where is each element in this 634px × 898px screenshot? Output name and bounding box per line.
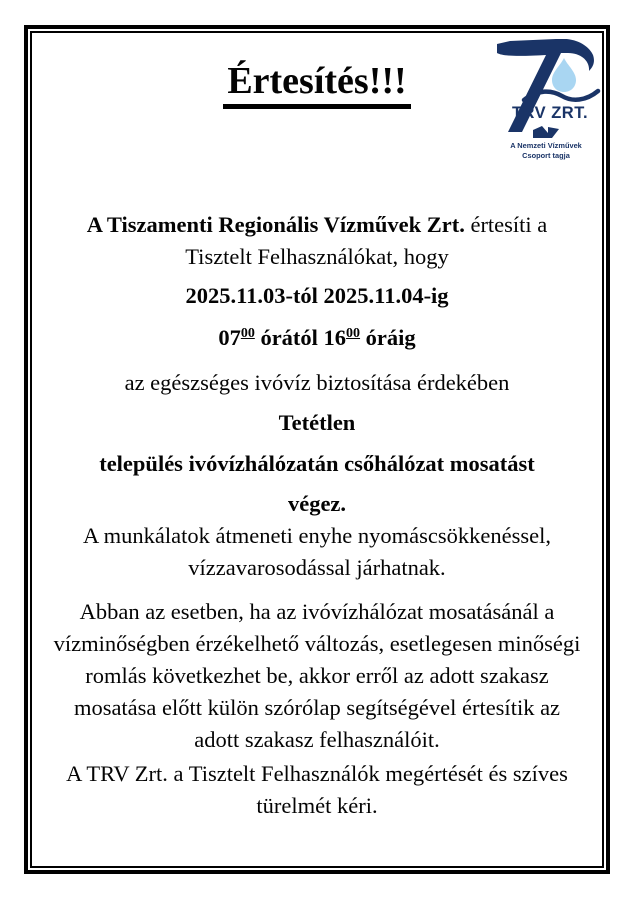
reason-text: az egészséges ivóvíz biztosítása érdekében [124, 370, 510, 395]
time-end-minutes-sup: 00 [346, 326, 361, 341]
quality-line3: romlás következhet be, akkor erről az adott szakasz [85, 663, 549, 688]
company-name-text: A Tiszamenti Regionális Vízművek Zrt. [86, 212, 465, 237]
logo-company-text: TRV ZRT. [511, 104, 589, 122]
closing-paragraph [38, 758, 596, 822]
date-range-text: 2025.11.03-tól 2025.11.04-ig [185, 283, 449, 308]
intro-line2: Tisztelt Felhasználókat, hogy [185, 244, 449, 269]
date-range-line [38, 280, 596, 312]
work-description-text: település ivóvízhálózatán csőhálózat mosatást [99, 451, 535, 476]
time-start-minutes-sup: 00 [240, 326, 255, 341]
page-title: Értesítés!!! [223, 60, 410, 109]
settlement-line [38, 407, 596, 439]
quality-line5: adott szakasz felhasználóit. [194, 727, 440, 752]
logo-tagline-line1: A Nemzeti Vízművek [510, 141, 582, 150]
intro-line1 [38, 209, 596, 241]
work-verb-text: végez. [287, 491, 347, 516]
time-range-text [38, 322, 596, 358]
nemzeti-vizmuvek-mark-icon [533, 126, 559, 138]
effects-line1: A munkálatok átmeneti enyhe nyomáscsökkenéssel, [82, 523, 551, 548]
settlement-name: Tetétlen [278, 410, 356, 435]
effects-line2: vízzavarosodással járhatnak. [188, 555, 446, 580]
work-description-line [38, 448, 596, 480]
quality-line4: mosatása előtt külön szórólap segítségével értesítik az [73, 695, 561, 720]
page-border-frame [24, 25, 610, 874]
quality-line2: vízminőségben érzékelhető változás, esetlegesen minőségi [53, 631, 581, 656]
intro-paragraph [38, 209, 596, 273]
logo-tagline-line2: Csoport tagja [522, 151, 570, 160]
quality-line1: Abban az esetben, ha az ivóvízhálózat mosatásánál a [79, 599, 555, 624]
reason-line [38, 367, 596, 399]
quality-notice-paragraph [38, 596, 596, 756]
time-range-line [38, 322, 596, 358]
closing-line2: türelmét kéri. [256, 793, 378, 818]
intro-line1-rest: értesíti a [464, 212, 548, 237]
time-start-hour: 07 [218, 325, 241, 350]
time-middle-text: órától 16 [254, 325, 347, 350]
trv-logo [494, 39, 604, 165]
work-verb-line [38, 488, 596, 520]
effects-paragraph [38, 520, 596, 584]
time-suffix-text: óráig [360, 325, 416, 350]
closing-line1: A TRV Zrt. a Tisztelt Felhasználók megértését és szíves [66, 761, 568, 786]
